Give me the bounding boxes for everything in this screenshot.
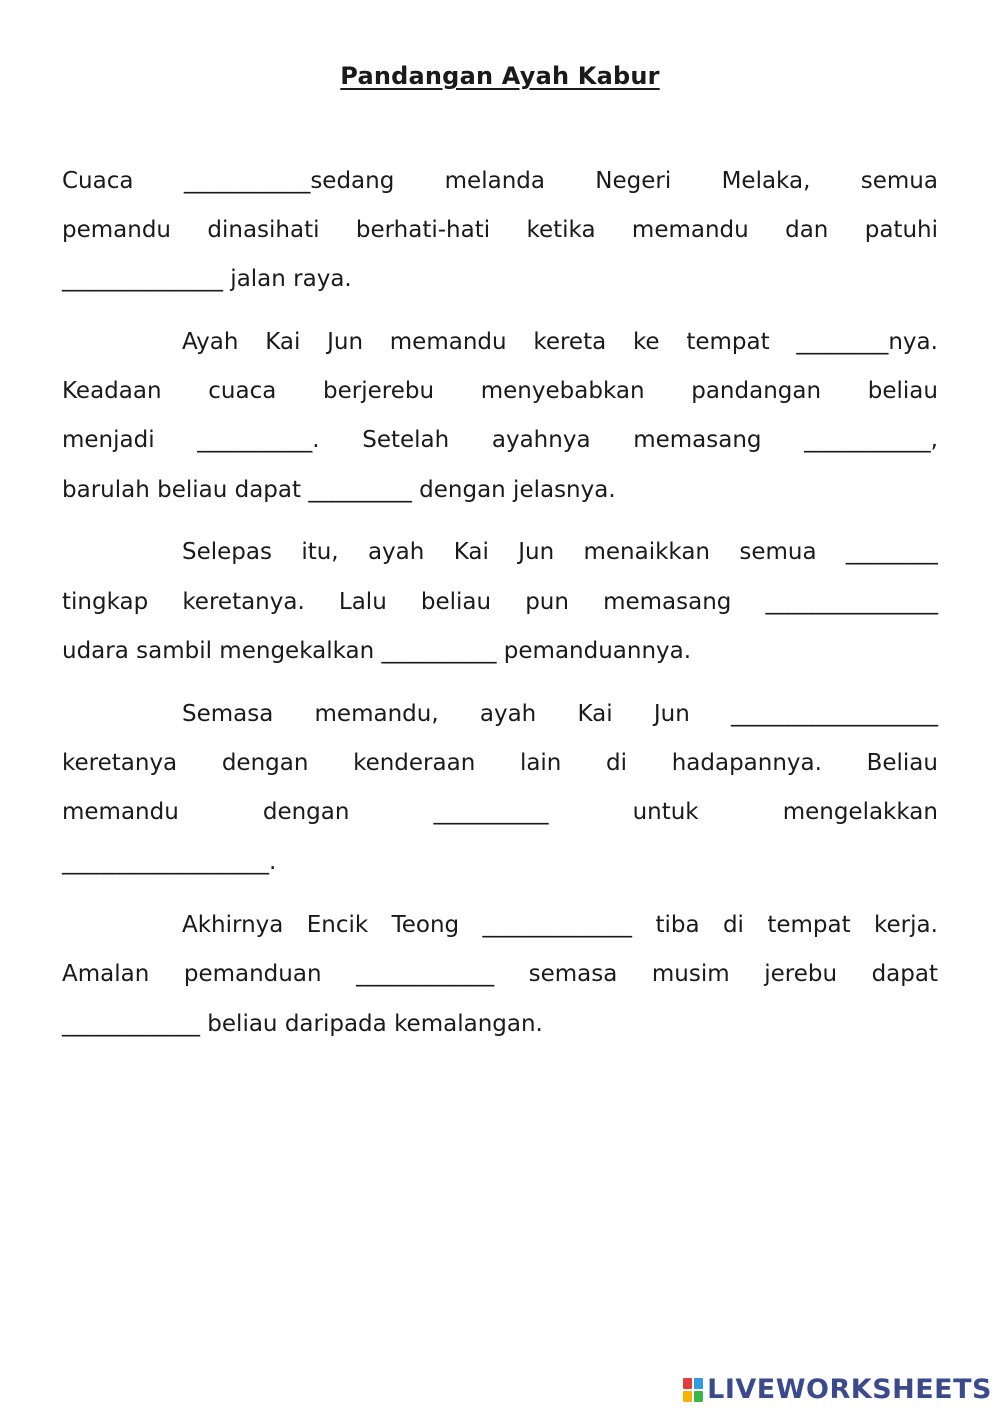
word: hadapannya. xyxy=(671,750,822,776)
word: Selepas xyxy=(182,539,272,565)
answer-blank[interactable]: ________nya. xyxy=(796,329,938,355)
word: patuhi xyxy=(864,217,938,243)
word: Negeri xyxy=(595,168,672,194)
text-line xyxy=(62,376,938,406)
word: pun xyxy=(525,589,569,615)
answer-blank[interactable]: ___________sedang xyxy=(183,168,395,194)
word: lain xyxy=(519,750,562,776)
liveworksheets-logo xyxy=(683,1374,992,1405)
word: pemanduan xyxy=(183,961,322,987)
word: dapat xyxy=(871,961,938,987)
text-line xyxy=(182,537,938,567)
word: Kai xyxy=(577,701,613,727)
word: menyebabkan xyxy=(480,378,645,404)
word: Keadaan xyxy=(62,378,162,404)
word: Kai xyxy=(265,329,301,355)
word: tingkap xyxy=(62,589,149,615)
text-line xyxy=(62,587,938,617)
word: memandu, xyxy=(314,701,439,727)
word: ketika xyxy=(526,217,596,243)
word: keretanya. xyxy=(182,589,305,615)
answer-blank[interactable]: ____________ beliau daripada kemalangan. xyxy=(62,1011,543,1037)
word: jerebu xyxy=(764,961,838,987)
page-title: Pandangan Ayah Kabur xyxy=(340,62,660,90)
word: cuaca xyxy=(208,378,277,404)
word: dengan xyxy=(221,750,309,776)
text-line xyxy=(62,797,938,827)
logo-blocks-icon xyxy=(683,1378,703,1402)
word: Akhirnya xyxy=(182,912,284,938)
word: Beliau xyxy=(866,750,938,776)
word: Kai xyxy=(453,539,489,565)
answer-blank[interactable]: _______________ xyxy=(765,589,938,615)
word: dengan xyxy=(262,799,350,825)
word: Teong xyxy=(391,912,460,938)
text-line xyxy=(182,327,938,357)
word: Melaka, xyxy=(721,168,811,194)
word: untuk xyxy=(632,799,699,825)
word: melanda xyxy=(444,168,545,194)
word: Setelah xyxy=(362,427,450,453)
word: tempat xyxy=(686,329,770,355)
text-line xyxy=(62,264,938,294)
word: kenderaan xyxy=(353,750,476,776)
word: di xyxy=(606,750,628,776)
word: kerja. xyxy=(874,912,938,938)
word: Ayah xyxy=(182,329,239,355)
word: Jun xyxy=(518,539,555,565)
word: semasa xyxy=(528,961,618,987)
word: memasang xyxy=(633,427,762,453)
word: pandangan xyxy=(691,378,822,404)
word: ayahnya xyxy=(491,427,591,453)
answer-blank[interactable]: __________________. xyxy=(62,849,277,875)
answer-blank[interactable]: ________ xyxy=(845,539,938,565)
answer-blank[interactable]: __________________ xyxy=(730,701,938,727)
text-line xyxy=(62,166,938,196)
word: Semasa xyxy=(182,701,274,727)
answer-blank[interactable]: __________. xyxy=(197,427,320,453)
word: kereta xyxy=(533,329,607,355)
text-line xyxy=(182,699,938,729)
word: Encik xyxy=(306,912,369,938)
word: memandu xyxy=(631,217,749,243)
text-line xyxy=(62,475,938,505)
word: di xyxy=(722,912,744,938)
word: Jun xyxy=(327,329,364,355)
word: Lalu xyxy=(338,589,387,615)
text-line xyxy=(62,425,938,455)
answer-blank[interactable]: ______________ jalan raya. xyxy=(62,266,352,292)
text-line xyxy=(62,1009,938,1039)
word: Cuaca xyxy=(62,168,134,194)
word: itu, xyxy=(301,539,339,565)
text-line xyxy=(62,959,938,989)
word: memasang xyxy=(603,589,732,615)
answer-blank[interactable]: barulah beliau dapat _________ dengan jelasnya. xyxy=(62,477,616,503)
text-line xyxy=(182,910,938,940)
word: semua xyxy=(739,539,817,565)
text-line xyxy=(62,636,938,666)
text-line xyxy=(62,847,938,877)
answer-blank[interactable]: ____________ xyxy=(356,961,495,987)
word: memandu xyxy=(389,329,507,355)
answer-blank[interactable]: ___________, xyxy=(804,427,938,453)
word: berjerebu xyxy=(323,378,435,404)
word: musim xyxy=(651,961,730,987)
text-line xyxy=(62,748,938,778)
answer-blank[interactable]: __________ xyxy=(433,799,549,825)
word: keretanya xyxy=(62,750,178,776)
word: tiba xyxy=(655,912,700,938)
text-line xyxy=(62,215,938,245)
word: dinasihati xyxy=(207,217,320,243)
word: tempat xyxy=(767,912,851,938)
word: dan xyxy=(785,217,829,243)
answer-blank[interactable]: udara sambil mengekalkan __________ pemanduannya. xyxy=(62,638,692,664)
word: beliau xyxy=(420,589,492,615)
word: ayah xyxy=(479,701,537,727)
word: beliau xyxy=(867,378,938,404)
word: Amalan xyxy=(62,961,150,987)
word: memandu xyxy=(62,799,179,825)
word: Jun xyxy=(653,701,690,727)
word: mengelakkan xyxy=(782,799,938,825)
brand-name: LIVEWORKSHEETS xyxy=(707,1374,992,1405)
word: berhati-hati xyxy=(355,217,491,243)
word: ke xyxy=(632,329,660,355)
word: menjadi xyxy=(62,427,155,453)
word: menaikkan xyxy=(583,539,711,565)
answer-blank[interactable]: _____________ xyxy=(482,912,633,938)
word: pemandu xyxy=(62,217,172,243)
word: ayah xyxy=(367,539,425,565)
word: semua xyxy=(860,168,938,194)
